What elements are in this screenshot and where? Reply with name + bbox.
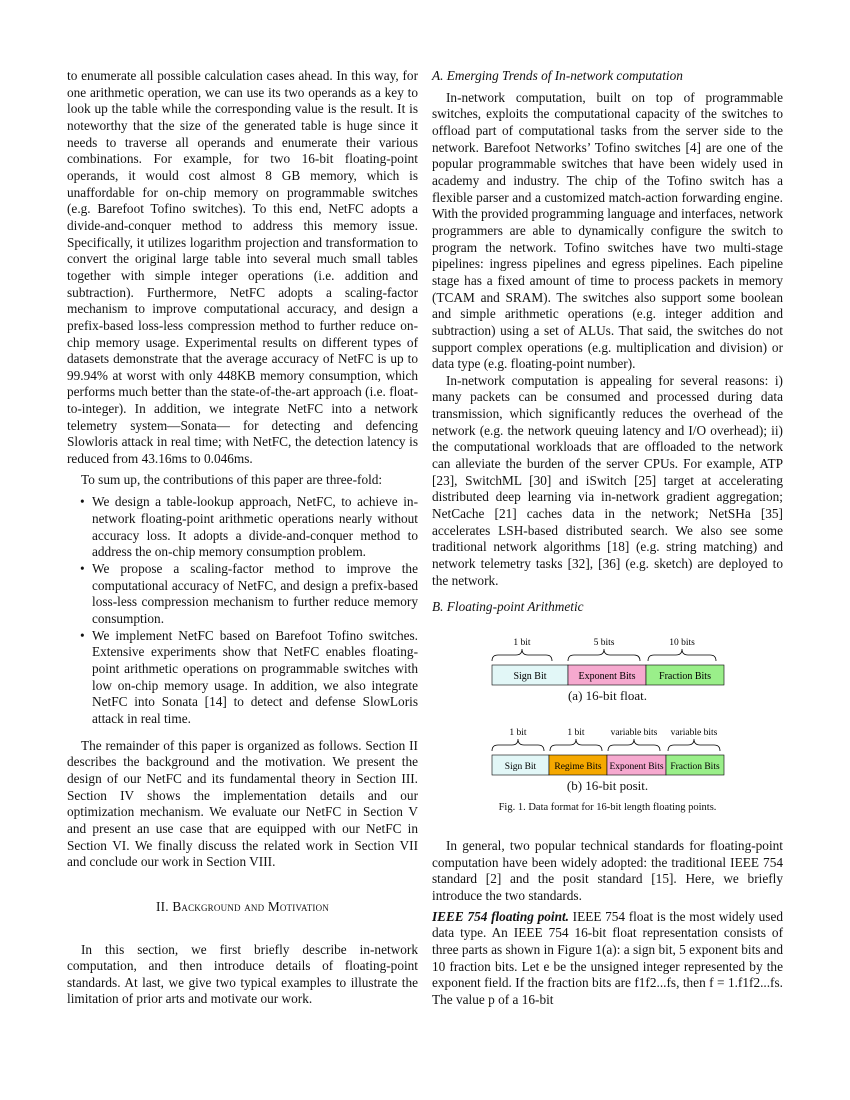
figure-1 (432, 624, 783, 832)
posit-exponent-text: Exponent Bits (609, 762, 664, 772)
contribution-item: • We implement NetFC based on Barefoot Tofino switches. Extensive experiments show that NetFC enables floating-point arithmetic operations on programmable switches with low on-chip memory usage. In addition, we also integrate NetFC into Sonata [14] to detect and defense SlowLoris attack in real time. (92, 628, 418, 728)
float-label-exponent: 5 bits (593, 638, 615, 648)
section-heading (67, 899, 418, 916)
posit-regime-text: Regime Bits (554, 762, 602, 772)
paragraph-a2: In-network computation is appealing for several reasons: i) many packets can be consumed and processed during data transmission, which significantly reduces the overhead of the network (e.g. the network queuing latency and I/O overhead); ii) the computational workloads that are offloaded to the network can alleviate the burden of the server CPUs. For example, ATP [23], SwitchML [30] and iSwitch [25] target at accelerating distributed deep learning via in-network gradient aggregation; NetCache [21] caches data in the network; NetSHa [35] accelerates LSH-based distributed search. We also see some traditional network algorithms [18] (e.g. string matching) and network telemetry tasks [32], [36] (e.g. sketch) are deployed to the network. (432, 372, 783, 588)
ieee-text: IEEE 754 float is the most widely used data type. An IEEE 754 16-bit float representation consists of three parts as shown in Figure 1(a): a sign bit, 5 exponent bits and 10 fraction bits. Let e be the unsigned integer represented by the exponent field. If the fraction bits are f1f2...fs, then f = 1.f1f2...fs. The value p of a 16-bit (432, 908, 783, 1007)
float-exponent-text: Exponent Bits (578, 671, 636, 682)
contributions-intro: To sum up, the contributions of this paper are three-fold: (81, 471, 383, 487)
section-number: II. (156, 898, 169, 914)
posit-fraction-text: Fraction Bits (670, 762, 720, 772)
paragraph-b1: In general, two popular technical standards for floating-point computation have been widely adopted: the traditional IEEE 754 standard [2] and the posit standard [15]. Here, we briefly introduce the two standards. (432, 838, 783, 903)
posit-label-regime: 1 bit (567, 728, 585, 738)
brace-exponent-posit (608, 739, 660, 751)
float-label-sign: 1 bit (513, 638, 531, 648)
section-title: Background and Motivation (172, 898, 329, 914)
brace-sign-float (492, 649, 552, 661)
contribution-item: • We design a table-lookup approach, NetFC, to achieve in-network floating-point arithmetic operations nearly without accuracy loss. It adopts a divide-and-conquer method to address the on-chip memory consumption problem. (92, 494, 418, 561)
figure-1-diagram (432, 624, 783, 804)
brace-fraction-float (648, 649, 716, 661)
posit-label-sign: 1 bit (509, 728, 527, 738)
subsection-heading-a: A. Emerging Trends of In-network computation (432, 68, 683, 83)
contribution-item: • We propose a scaling-factor method to improve the computational accuracy of NetFC, and design a prefix-based loss-less compression mechanism to further reduce memory consumption. (92, 561, 418, 628)
posit-label-fraction: variable bits (670, 728, 718, 738)
contributions-list (67, 494, 418, 727)
left-column (67, 68, 418, 1008)
figure-caption: Fig. 1. Data format for 16-bit length floating points. (498, 802, 717, 813)
posit-sign-text: Sign Bit (504, 762, 537, 772)
ieee-runin-heading: IEEE 754 floating point. (432, 908, 569, 924)
brace-regime-posit (550, 739, 602, 751)
brace-fraction-posit (668, 739, 720, 751)
subfigure-a-caption: (a) 16-bit float. (567, 688, 648, 703)
float-sign-text: Sign Bit (513, 671, 547, 682)
posit-label-exponent: variable bits (610, 728, 658, 738)
subfigure-b-caption: (b) 16-bit posit. (566, 778, 649, 793)
subsection-heading-b: B. Floating-point Arithmetic (432, 599, 584, 615)
intro-paragraph: to enumerate all possible calculation cases ahead. In this way, for one arithmetic operation, we can use its two operands as a key to look up the table while the corresponding value is the result. It is noteworthy that the size of the generated table is huge since it needs to traverse all operands and enumerate their various combinations. For example, for two 16-bit floating-point operands, it would cost almost 8 GB memory, which is unaffordable for on-chip memory on programmable switches (e.g. Barefoot Tofino switches). To this end, NetFC adopts a divide-and-conquer method to address this memory issue. Specifically, it utilizes logarithm projection and transformation to convert the original large table into several much small tables together with simple integer operations (i.e. addition and subtraction). Furthermore, NetFC adopts a scaling-factor mechanism to improve computational accuracy, and design a prefix-based loss-less compression method to further reduce on-chip memory usage. Experimental results on different types of datasets demonstrate that the average accuracy of NetFC is up to 99.94% at worst with only 448KB memory consumption, which performs much better than the state-of-the-art approach (i.e. float-to-integer). In addition, we integrate NetFC into a network telemetry system—Sonata— for detecting and defencing Slowloris attack in real time; with NetFC, the detection latency is reduced from 43.16ms to 0.046ms. (67, 68, 418, 467)
section-intro-paragraph: In this section, we first briefly describe in-network computation, and then introduce details of floating-point standards. At last, we give two typical examples to illustrate the limitation of prior arts and motivate our work. (67, 941, 418, 1007)
float-label-fraction: 10 bits (669, 638, 695, 648)
ieee-paragraph (432, 909, 783, 1009)
paragraph-a1: In-network computation, built on top of programmable switches, exploits the computational capacity of the switches to offload part of computational tasks from the server side to the network. Barefoot Networks’ Tofino switches [4] are one of the popular programmable switches that have been widely used in academy and industry. The chip of the Tofino switch has a flexible parser and a customized match-action forwarding engine. With the provided programming language and interfaces, network programmers are able to dynamically configure the switch to program the network. Tofino switches have two multi-stage pipelines: ingress pipelines and egress pipelines. Each pipeline stage has a fixed amount of time to process packets in memory (TCAM and SRAM). The switches also support some boolean and simple arithmetic operations (e.g. integer addition and subtraction) using a set of ALUs. That said, the switches do not support complex operations (e.g. multiplication and division) or data type (e.g. floating-point number). (432, 89, 783, 372)
organization-paragraph: The remainder of this paper is organized as follows. Section II describes the background and the motivation. We present the design of our NetFC and its fundamental theory in Section III. Section IV shows the implementation details and our optimization mechanism. We evaluate our NetFC in Section V and present an use case that are equipped with our NetFC in Section VI. We finally discuss the related work in Section VII and conclude our work in Section VIII. (67, 737, 418, 870)
float-fraction-text: Fraction Bits (659, 671, 711, 682)
brace-exponent-float (568, 649, 640, 661)
right-column (432, 68, 783, 1009)
brace-sign-posit (492, 739, 544, 751)
